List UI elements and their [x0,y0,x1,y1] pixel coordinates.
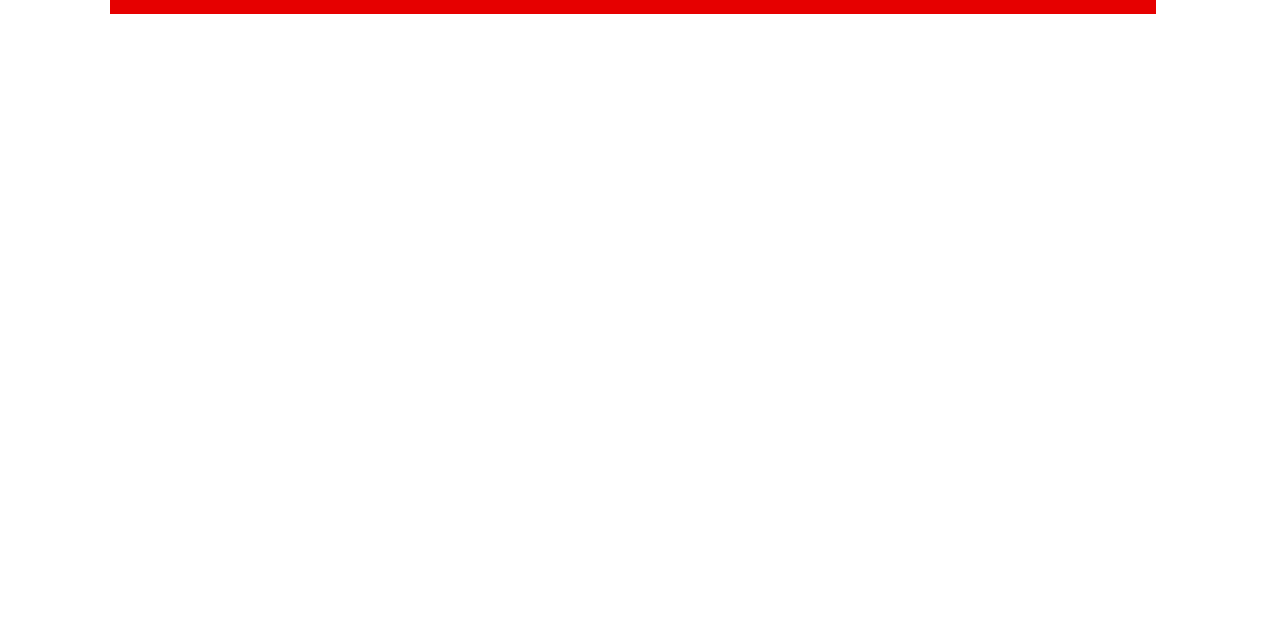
section-title [110,0,1156,14]
timetable-sheet [110,0,1156,14]
